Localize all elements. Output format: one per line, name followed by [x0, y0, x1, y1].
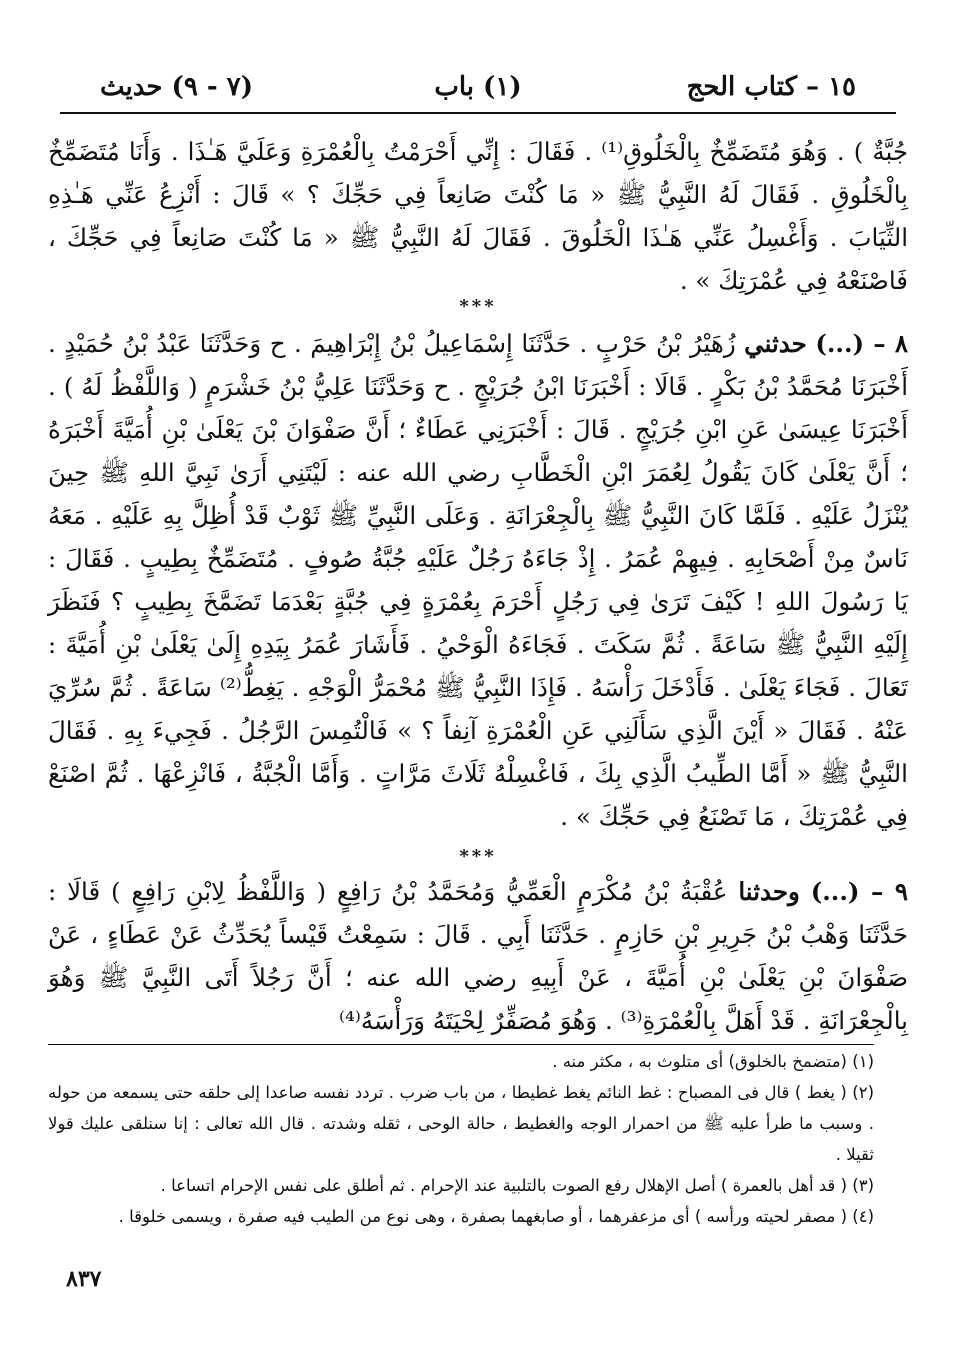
footnote-3: (٣) ( قد أهل بالعمرة ) أصل الإهلال رفع الصوت بالتلبية عند الإحرام . ثم أطلق على نفس الإحرام اتساعا . [160, 1176, 874, 1195]
page-number: ٨٣٧ [66, 1266, 102, 1292]
passage-continuation: جُبَّةٌ ) . وَهُوَ مُتَضَمِّخٌ بِالْخَلُوقِ⁽¹⁾ . فَقَالَ : إِنِّي أَحْرَمْتُ بِالْعُمْرَةِ وَعَلَيَّ هَـٰذَا . وَأَنَا مُتَضَمِّخٌ بِالْخَلُوقِ . فَقَالَ لَهُ النَّبِيُّ ﷺ « مَا كُنْتَ صَانِعاً فِي حَجِّكَ ؟ » قَالَ : أَنْزِعُ عَنِّي هَـٰذِهِ الثِّيَابَ . وَأَغْسِلُ عَنِّي هَـٰذَا الْخَلُوقَ . فَقَالَ لَهُ النَّبِيُّ ﷺ « مَا كُنْتَ صَانِعاً فِي حَجِّكَ ، فَاصْنَعْهُ فِي عُمْرَتِكَ » . [48, 137, 909, 295]
footnote-4: (٤) ( مصفر لحيته ورأسه ) أى مزعفرهما ، أو صابغهما بصفرة ، وهى نوع من الطيب فيه صفرة ، ويسمى خلوقا . [118, 1207, 874, 1226]
running-header [60, 68, 896, 112]
hadith-9-number: ٩ – (...) [810, 877, 908, 906]
section-separator-2: *** [459, 846, 497, 867]
footnote-divider [48, 1044, 874, 1045]
hadith-9-text: عُقْبَةُ بْنُ مُكْرَمٍ الْعَمِّيُّ وَمُحَمَّدُ بْنُ رَافِعٍ ( وَاللَّفْظُ لِابْنِ رَافِعٍ ) قَالَا : حَدَّثَنَا وَهْبُ بْنُ جَرِيرِ بْنِ حَازِمٍ . حَدَّثَنَا أَبِي . قَالَ : سَمِعْتُ قَيْساً يُحَدِّثُ عَنْ عَطَاءٍ ، عَنْ صَفْوَانَ بْنِ يَعْلَىٰ بْنِ أُمَيَّةَ ، عَنْ أَبِيهِ رضي الله عنه ؛ أَنَّ رَجُلاً أَتَى النَّبِيَّ ﷺ وَهُوَ بِالْجِعْرَانَةِ . قَدْ أَهَلَّ بِالْعُمْرَةِ⁽³⁾ . وَهُوَ مُصَفِّرٌ لِحْيَتَهُ وَرَأْسَهُ⁽⁴⁾ [48, 877, 908, 1035]
header-book-title: ١٥ – كتاب الحج [686, 72, 856, 102]
footnote-2: (٢) ( يغط ) قال فى المصباح : غط النائم يغط غطيطا ، من باب ضرب . تردد نفسه صاعدا إلى حلقه حتى يسمعه من حوله . وسبب ما طرأ عليه ﷺ من احمرار الوجه والغطيط ، حالة الوحى ، ثقله وشدته . قال الله تعالى : إنا سنلقى عليك قولا ثقيلا . [48, 1083, 874, 1164]
section-separator-1: *** [459, 296, 497, 317]
header-divider [60, 112, 896, 114]
footnote-1: (١) (متضمخ بالخلوق) أى متلوث به ، مكثر منه . [552, 1052, 874, 1071]
header-hadith-range: (٧ - ٩) حديث [100, 72, 253, 102]
header-chapter: (١) باب [434, 72, 522, 102]
hadith-8-lead: حدثني [744, 329, 807, 358]
hadith-8-text: زُهَيْرُ بْنُ حَرْبٍ . حَدَّثَنَا إِسْمَاعِيلُ بْنُ إِبْرَاهِيمَ . ح وَحَدَّثَنَا عَبْدُ بْنُ حُمَيْدٍ . أَخْبَرَنَا مُحَمَّدُ بْنُ بَكْرٍ . قَالَا : أَخْبَرَنَا ابْنُ جُرَيْجٍ . ح وَحَدَّثَنَا عَلِيُّ بْنُ خَشْرَمٍ ( وَاللَّفْظُ لَهُ ) . أَخْبَرَنَا عِيسَىٰ عَنِ ابْنِ جُرَيْجٍ . قَالَ : أَخْبَرَنِي عَطَاءٌ ؛ أَنَّ صَفْوَانَ بْنَ يَعْلَىٰ بْنِ أُمَيَّةَ أَخْبَرَهُ ؛ أَنَّ يَعْلَىٰ كَانَ يَقُولُ لِعُمَرَ ابْنِ الْخَطَّابِ رضي الله عنه : لَيْتَنِي أَرَىٰ نَبِيَّ اللهِ ﷺ حِينَ يُنْزَلُ عَلَيْهِ . فَلَمَّا كَانَ النَّبِيُّ ﷺ بِالْجِعْرَانَةِ . وَعَلَى النَّبِيِّ ﷺ ثَوْبٌ قَدْ أُظِلَّ بِهِ عَلَيْهِ . مَعَهُ نَاسٌ مِنْ أَصْحَابِهِ . فِيهِمْ عُمَرُ . إِذْ جَاءَهُ رَجُلٌ عَلَيْهِ جُبَّةُ صُوفٍ . مُتَضَمِّخٌ بِطِيبٍ . فَقَالَ : يَا رَسُولَ اللهِ ! كَيْفَ تَرَىٰ فِي رَجُلٍ أَحْرَمَ بِعُمْرَةٍ فِي جُبَّةٍ بَعْدَمَا تَضَمَّخَ بِطِيبٍ ؟ فَنَظَرَ إِلَيْهِ النَّبِيُّ ﷺ سَاعَةً . ثُمَّ سَكَتَ . فَجَاءَهُ الْوَحْيُ . فَأَشَارَ عُمَرُ بِيَدِهِ إِلَىٰ يَعْلَىٰ بْنِ أُمَيَّةَ : تَعَالَ . فَجَاءَ يَعْلَىٰ . فَأَدْخَلَ رَأْسَهُ . فَإِذَا النَّبِيُّ ﷺ مُحْمَرُّ الْوَجْهِ . يَغِطُّ⁽²⁾ سَاعَةً . ثُمَّ سُرِّيَ عَنْهُ . فَقَالَ « أَيْنَ الَّذِي سَأَلَنِي عَنِ الْعُمْرَةِ آنِفاً ؟ » فَالْتُمِسَ الرَّجُلُ . فَجِيءَ بِهِ . فَقَالَ النَّبِيُّ ﷺ « أَمَّا الطِّيبُ الَّذِي بِكَ ، فَاغْسِلْهُ ثَلَاثَ مَرَّاتٍ . وَأَمَّا الْجُبَّةُ ، فَانْزِعْهَا . ثُمَّ اصْنَعْ فِي عُمْرَتِكَ ، مَا تَصْنَعُ فِي حَجِّكَ » . [48, 329, 908, 831]
hadith-8 [48, 322, 908, 838]
hadith-9-lead: وحدثنا [738, 877, 800, 906]
hadith-8-number: ٨ – (...) [815, 329, 908, 358]
hadith-9 [48, 870, 908, 1042]
footnotes [48, 1046, 874, 1232]
